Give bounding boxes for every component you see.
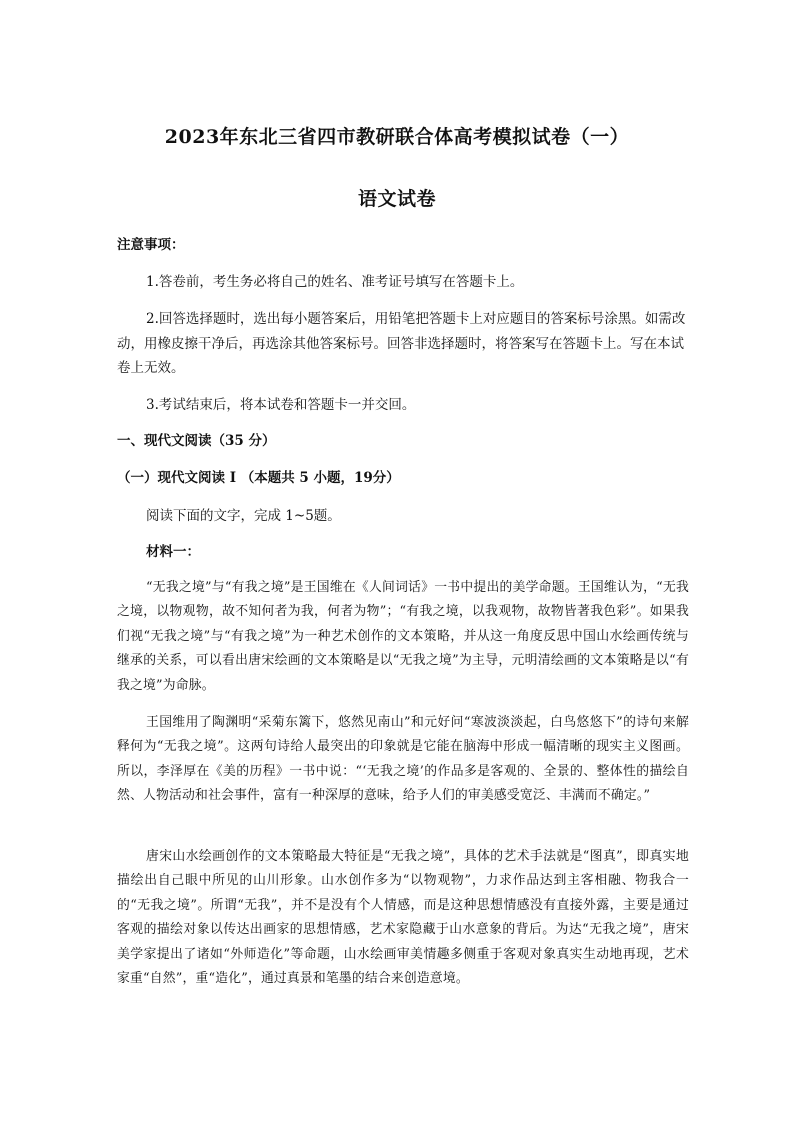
passage-paragraph-3: 唐宋山水绘画创作的文本策略最大特征是“无我之境”，具体的艺术手法就是“图真”，即真实地描绘出自己眼中所见的山川形象。山水创作多为“以物观物”，力求作品达到主客相融、物我合一的“无我之境”。所谓“无我”，并不是没有个人情感，而是这种思想情感没有直接外露，主要是通过客观的描绘对象以传达出画家的思想情感，艺术家隐藏于山水意象的背后。为达“无我之境”，唐宋美学家提出了诸如“外师造化”等命题，山水绘画审美情趣多侧重于客观对象真实生动地再现，艺术家重“自然”，重“造化”，通过真景和笔墨的结合来创造意境。: [117, 849, 689, 987]
section-heading: 一、现代文阅读（35 分）: [117, 433, 276, 449]
reading-instruction: 阅读下面的文字，完成 1~5题。: [146, 508, 341, 524]
passage-paragraph-2: 王国维用了陶渊明“采菊东篱下，悠然见南山”和元好问“寒波淡淡起，白鸟悠悠下”的诗句来解释何为“无我之境”。这两句诗给人最突出的印象就是它能在脑海中形成一幅清晰的现实主义图画。所以，李泽厚在《美的历程》一书中说：“‘无我之境’的作品多是客观的、全景的、整体性的描绘自然、人物活动和社会事件，富有一种深厚的意味，给予人们的审美感受宽泛、丰满而不确定。”: [117, 715, 689, 804]
material-label: 材料一：: [146, 544, 200, 560]
passage-paragraph-1: “无我之境”与“有我之境”是王国维在《人间词话》一书中提出的美学命题。王国维认为，“无我之境，以物观物，故不知何者为我，何者为物”；“有我之境，以我观物，故物皆著我色彩”。如果我们视“无我之境”与“有我之境”为一种艺术创作的文本策略，并从这一角度反思中国山水绘画传统与继承的关系，可以看出唐宋绘画的文本策略是以“无我之境”为主导，元明清绘画的文本策略是以“有我之境”为命脉。: [117, 580, 689, 693]
notice-heading: 注意事项：: [117, 237, 185, 253]
notice-item-1: 1.答卷前，考生务必将自己的姓名、准考证号填写在答题卡上。: [146, 274, 524, 290]
exam-subtitle: 语文试卷: [357, 188, 436, 210]
notice-item-2: 2.回答选择题时，选出每小题答案后，用铅笔把答题卡上对应题目的答案标号涂黑。如需改动，用橡皮擦干净后，再选涂其他答案标号。回答非选择题时，将答案写在答题卡上。写在本试卷上无效。: [117, 311, 686, 376]
subsection-heading: （一）现代文阅读 I （本题共 5 小题，19分）: [117, 470, 400, 486]
notice-item-3: 3.考试结束后，将本试卷和答题卡一并交回。: [146, 397, 416, 413]
exam-title: 2023年东北三省四市教研联合体高考模拟试卷（一）: [164, 126, 630, 148]
